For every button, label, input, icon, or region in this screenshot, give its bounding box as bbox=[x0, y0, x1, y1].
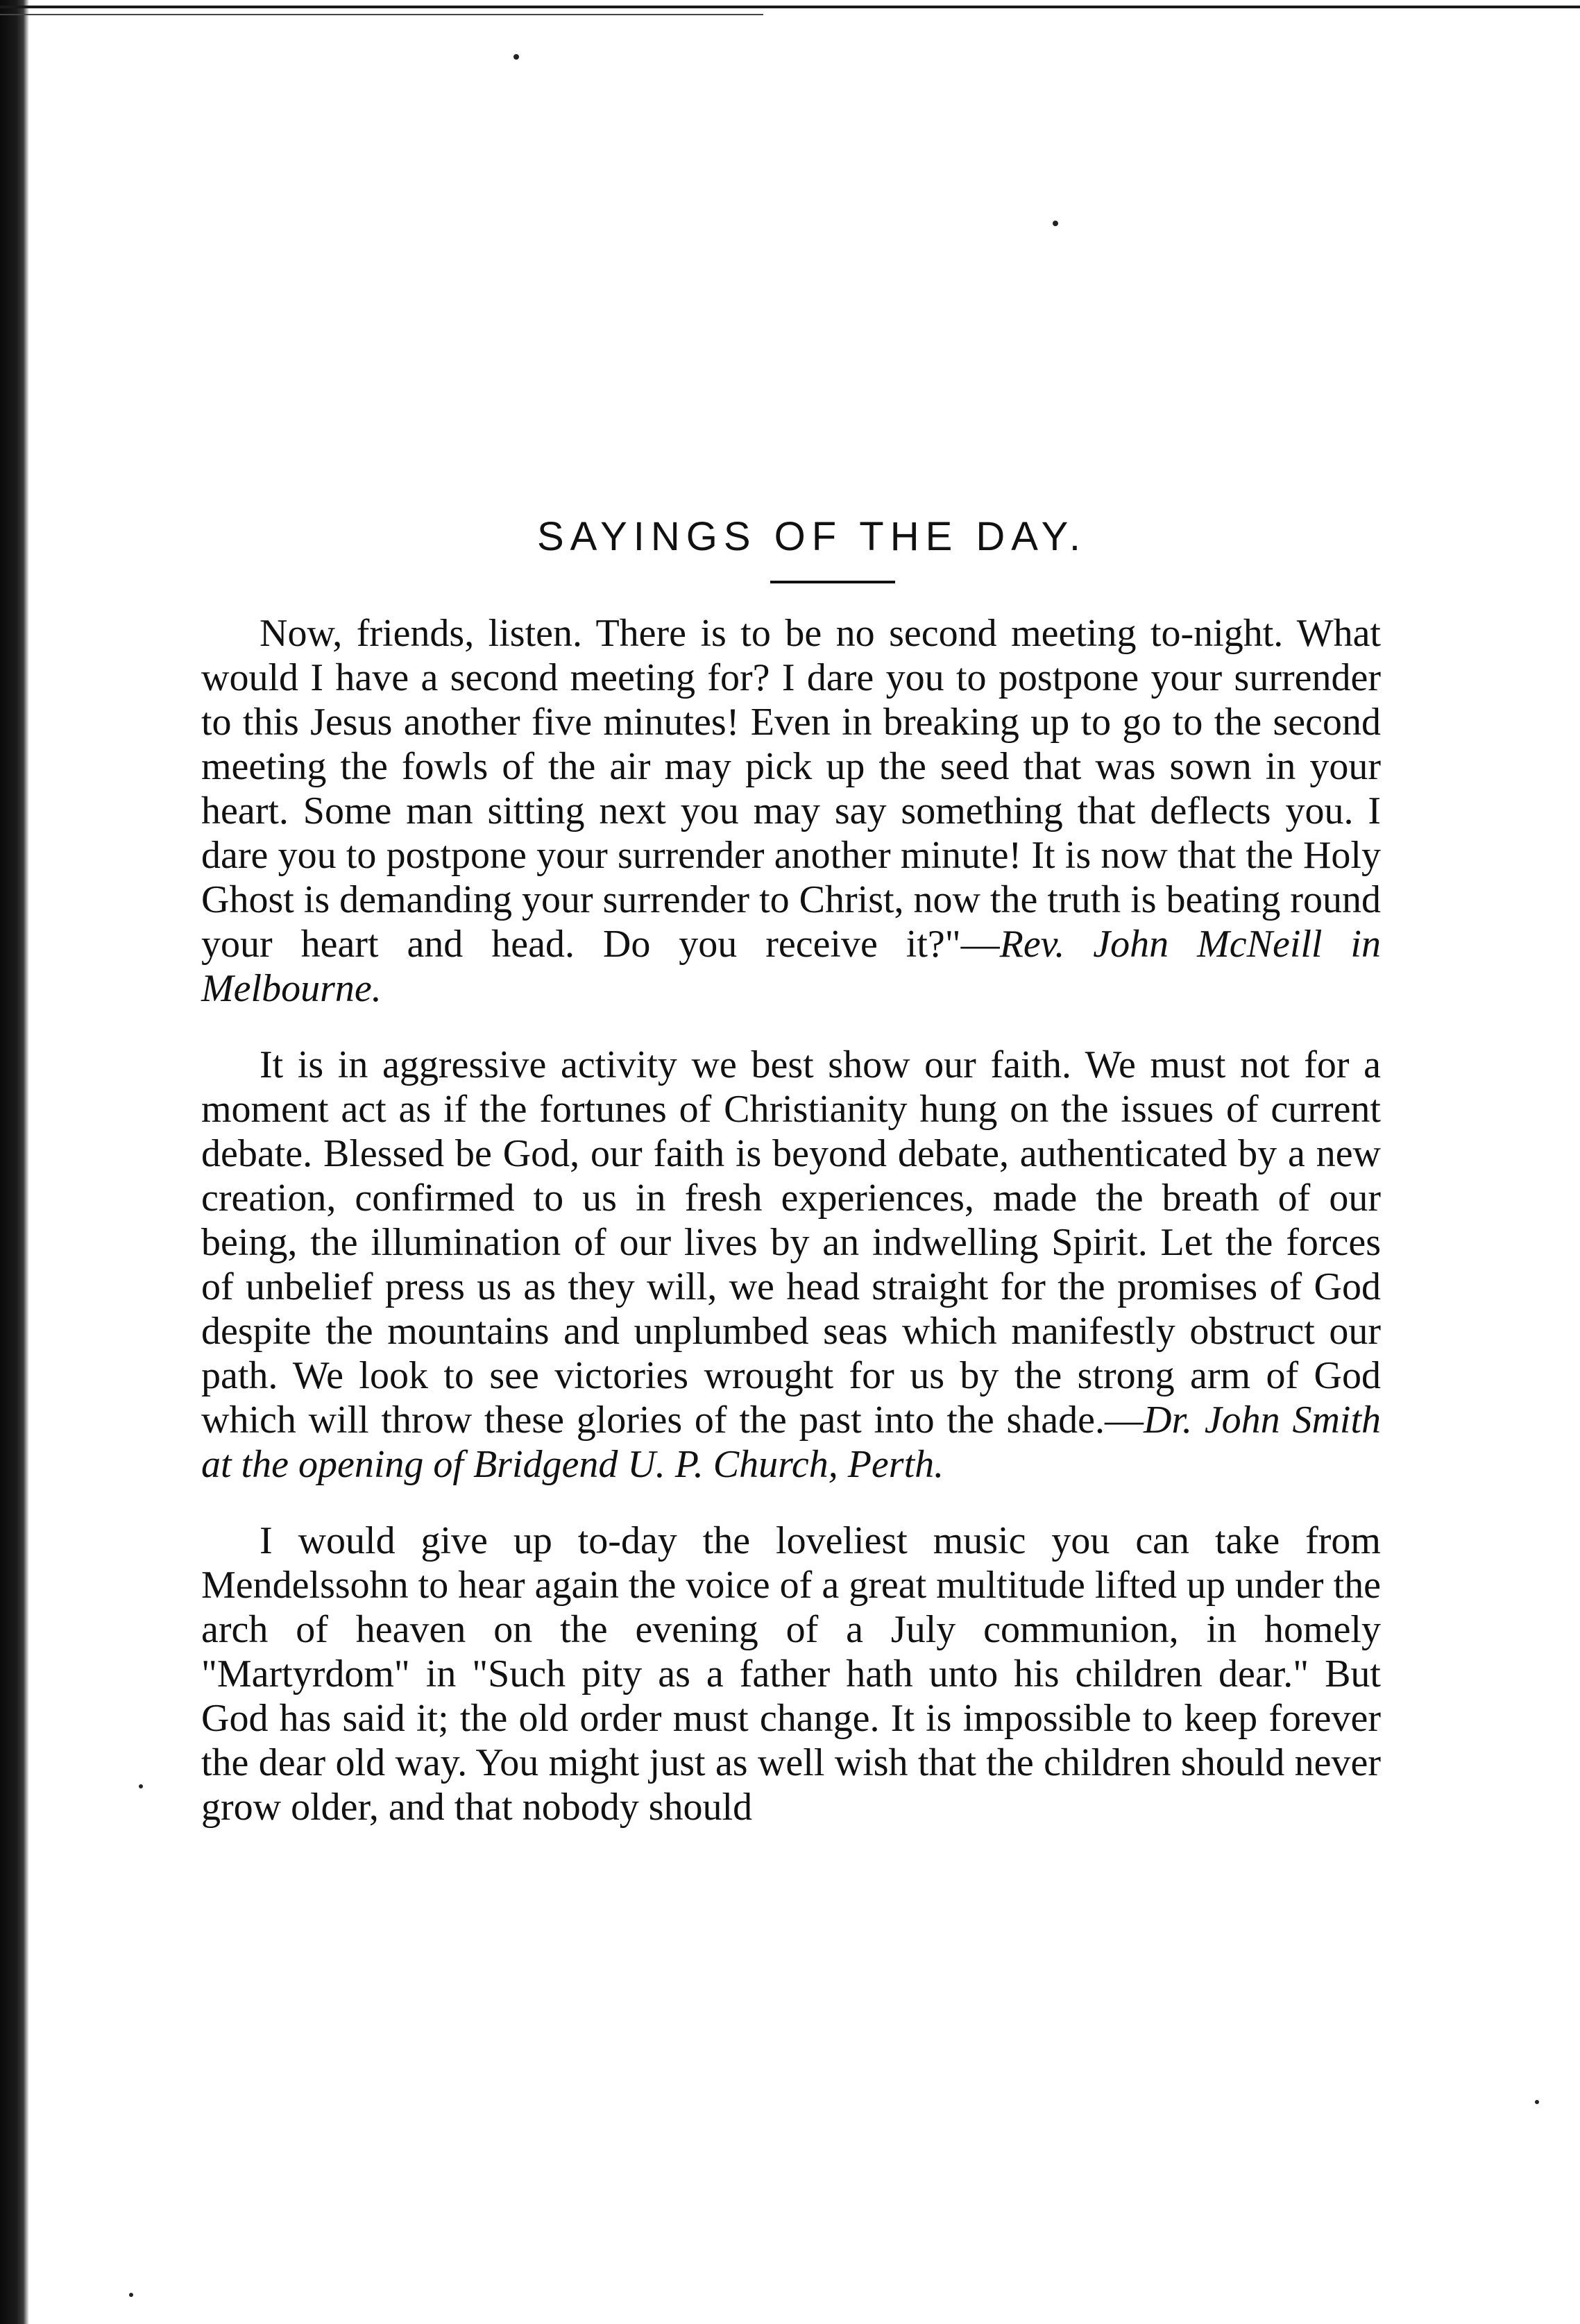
top-border-rule bbox=[0, 6, 1580, 8]
scan-speck bbox=[513, 54, 519, 60]
top-border-rule-thin bbox=[0, 14, 763, 15]
page-content bbox=[201, 513, 1381, 1861]
scan-speck bbox=[1535, 2100, 1539, 2104]
paragraph-mendelssohn bbox=[201, 1519, 1381, 1829]
paragraph-attribution: Rev. John McNeill in Melbourne. bbox=[201, 923, 1381, 1010]
page-title: SAYINGS OF THE DAY. bbox=[537, 514, 1087, 559]
page-spine-shadow bbox=[0, 0, 29, 2324]
scan-speck bbox=[1053, 221, 1058, 226]
paragraph-attribution: Dr. John Smith at the opening of Bridgend U. P. Church, Perth. bbox=[201, 1399, 1381, 1486]
scan-speck bbox=[129, 2293, 133, 2297]
scan-speck bbox=[139, 1784, 143, 1788]
paragraph-text: I would give up to-day the loveliest music you can take from Mendelssohn to hear again the voice of a great multitude lifted up under the arch of heaven on the evening of a July communion, in homely "Martyrdom" in "Such pity as a father hath unto his children dear." But God has said it; the old order must change. It is impossible to keep forever the dear old way. You might just as well wish that the children should never grow older, and that nobody should bbox=[201, 1519, 1381, 1829]
title-underline-rule bbox=[770, 581, 895, 583]
paragraph-smith bbox=[201, 1043, 1381, 1487]
paragraph-text: It is in aggressive activity we best show our faith. We must not for a moment act as if the fortunes of Christianity hung on the issues of current debate. Blessed be God, our faith is beyond debate, authenticated by a new creation, confirmed to us in fresh experiences, made the breath of our being, the illumination of our lives by an indwelling Spirit. Let the forces of unbelief press us as they will, we head straight for the promises of God despite the mountains and unplumbed seas which manifestly obstruct our path. We look to see victories wrought for us by the strong arm of God which will throw these glories of the past into the shade.— bbox=[201, 1043, 1381, 1442]
paragraph-mcneill bbox=[201, 611, 1381, 1011]
paragraph-text: Now, friends, listen. There is to be no second meeting to-night. What would I have a second meeting for? I dare you to postpone your surrender to this Jesus another five minutes! Even in breaking up to go to the second meeting the fowls of the air may pick up the seed that was sown in your heart. Some man sitting next you may say something that deflects you. I dare you to postpone your surrender another minute! It is now that the Holy Ghost is demanding your surrender to Christ, now the truth is beating round your heart and head. Do you receive it?"— bbox=[201, 612, 1381, 966]
